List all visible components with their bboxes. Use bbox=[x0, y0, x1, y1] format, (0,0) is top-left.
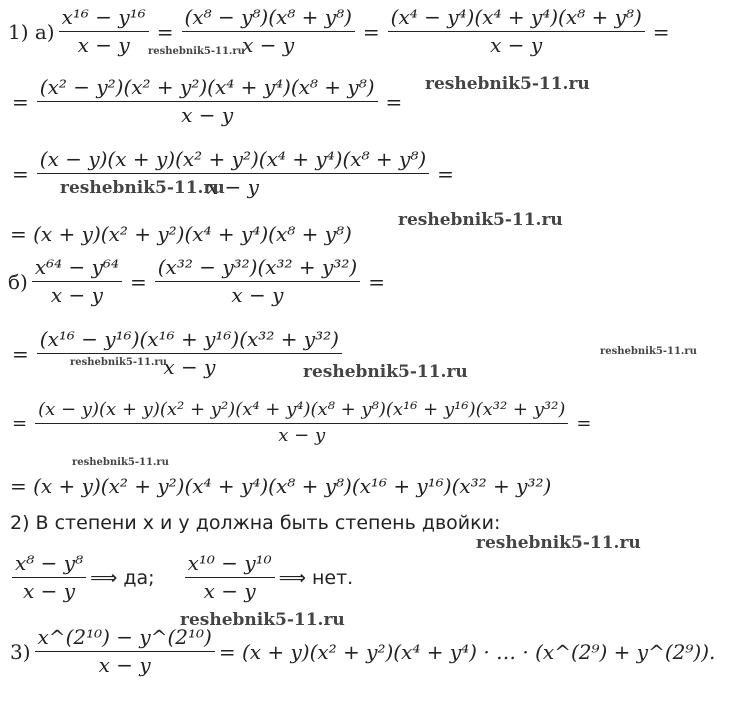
line-1b: б) $\frac{\text{x⁶⁴ − y⁶⁴}}{x - y}$ = $\frac{\text{(x³² − y³²)(x³² + y³²)}}{x - y}$ = bbox=[8, 255, 385, 307]
line-1a-step3: = $\frac{\text{(x − y)(x + y)(x² + y²)(x⁴ + y⁴)(x⁸ + y⁸)}}{x - y}$ = bbox=[12, 147, 454, 199]
line-1a: 1) а) $\frac{\text{x¹⁶ − y¹⁶}}{x - y}$ = $\frac{\text{(x⁸ − y⁸)(x⁸ + y⁸)}}{x - y}$ = $\frac{\text{(x⁴ − y⁴)(x⁴ + y⁴)(x⁸ + y⁸)}}{x - y}$ = bbox=[8, 5, 670, 57]
line-3 bbox=[10, 626, 715, 677]
label-1b: б) bbox=[8, 269, 28, 294]
watermark: reshebnik5-11.ru bbox=[72, 457, 169, 468]
result-1b: = (x + y)(x² + y²)(x⁴ + y⁴)(x⁸ + y⁸)(x¹⁶ + y¹⁶)(x³² + y³²) bbox=[10, 474, 552, 498]
watermark: reshebnik5-11.ru bbox=[70, 357, 167, 368]
fraction: $\frac{\text{(x³² − y³²)(x³² + y³²)}}{x - y}$ bbox=[155, 256, 360, 307]
line-1b-step3: = (x − y)(x + y)(x² + y²)(x⁴ + y⁴)(x⁸ + y⁸)(x¹⁶ + y¹⁶)(x³² + y³²) x − y = bbox=[12, 399, 592, 446]
watermark: reshebnik5-11.ru bbox=[148, 46, 245, 57]
label-1a: 1) а) bbox=[8, 19, 55, 44]
watermark: reshebnik5-11.ru bbox=[476, 533, 641, 553]
watermark: reshebnik5-11.ru bbox=[60, 178, 225, 198]
fraction: $\frac{\text{(x⁴ − y⁴)(x⁴ + y⁴)(x⁸ + y⁸)}}{x - y}$ bbox=[388, 6, 645, 57]
fraction: $\frac{\text{(x⁸ − y⁸)(x⁸ + y⁸)}}{x - y}$ bbox=[182, 6, 355, 57]
watermark: reshebnik5-11.ru bbox=[180, 610, 345, 630]
line-1b-step2: = $\frac{\text{(x¹⁶ − y¹⁶)(x¹⁶ + y¹⁶)(x³² + y³²)}}{x - y}$ bbox=[8, 328, 346, 379]
fraction: $\frac{\text{x⁶⁴ − y⁶⁴}}{x - y}$ bbox=[32, 256, 122, 307]
fraction: $\frac{\text{x\textasciicircum{}(2¹⁰) − y\textasciicircum{}(2¹⁰)}}{x - y}$ bbox=[35, 626, 215, 677]
fraction: $\frac{\text{x⁸ − y⁸}}{x - y}$ bbox=[12, 552, 86, 603]
fraction: $\frac{\text{x¹⁶ − y¹⁶}}{x - y}$ bbox=[59, 6, 149, 57]
answer-no: ⟹ нет. bbox=[278, 566, 354, 589]
watermark: reshebnik5-11.ru bbox=[425, 74, 590, 94]
line-1a-step2: = $\frac{\text{(x² − y²)(x² + y²)(x⁴ + y⁴)(x⁸ + y⁸)}}{x - y}$ = bbox=[12, 75, 403, 127]
watermark: reshebnik5-11.ru bbox=[303, 362, 468, 382]
statement-2: 2) В степени x и y должна быть степень двойки: bbox=[10, 512, 501, 534]
fraction: (x − y)(x + y)(x² + y²)(x⁴ + y⁴)(x⁸ + y⁸)(x¹⁶ + y¹⁶)(x³² + y³²) x − y bbox=[35, 400, 568, 446]
fraction: $\frac{\text{(x² − y²)(x² + y²)(x⁴ + y⁴)(x⁸ + y⁸)}}{x - y}$ bbox=[37, 76, 378, 127]
fraction: $\frac{\text{(x − y)(x + y)(x² + y²)(x⁴ + y⁴)(x⁸ + y⁸)}}{x - y}$ bbox=[37, 148, 429, 199]
fraction: $\frac{\text{(x¹⁶ − y¹⁶)(x¹⁶ + y¹⁶)(x³² + y³²)}}{x - y}$ bbox=[37, 328, 342, 379]
watermark: reshebnik5-11.ru bbox=[398, 210, 563, 230]
result-3: = (x + y)(x² + y²)(x⁴ + y⁴) · … · (x^(2⁹) + y^(2⁹)). bbox=[218, 639, 716, 664]
result-1a: = (x + y)(x² + y²)(x⁴ + y⁴)(x⁸ + y⁸) bbox=[10, 222, 352, 246]
line-2-examples bbox=[8, 552, 353, 603]
watermark: reshebnik5-11.ru bbox=[600, 346, 697, 357]
answer-yes: ⟹ да; bbox=[90, 566, 155, 589]
label-3: 3) bbox=[10, 639, 31, 664]
fraction: $\frac{\text{x¹⁰ − y¹⁰}}{x - y}$ bbox=[185, 552, 275, 603]
